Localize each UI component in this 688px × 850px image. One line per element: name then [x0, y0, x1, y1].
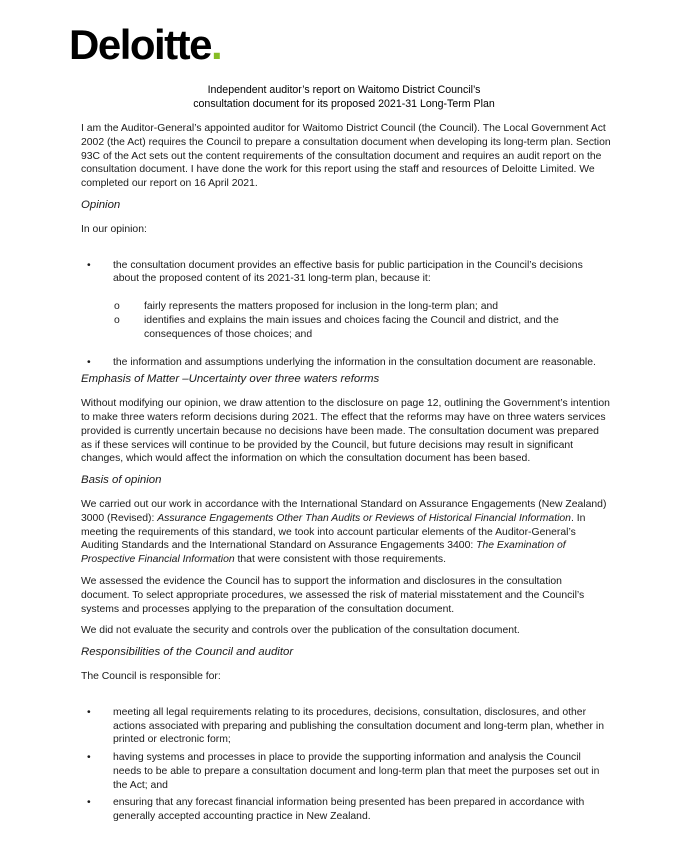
basis-text-a: We carried out our work in accordance with the International Standard on Assurance Engagements (New Zealand) 3000 (Revised):: [81, 498, 607, 524]
basis-heading: Basis of opinion: [81, 474, 162, 487]
opinion-sub-bullet-2-text: identifies and explains the main issues and choices facing the Council and district, and the consequences of those choices; and: [144, 314, 559, 340]
basis-text-c: . In meeting the requirements of this standard, we took into account particular elements of the Auditor-General’s Auditing Standards and the International Standard on Assurance Engagements 3400:: [81, 512, 586, 552]
logo-dot: .: [211, 21, 222, 68]
report-title-line-2: consultation document for its proposed 2021-31 Long-Term Plan: [193, 98, 495, 110]
emphasis-heading: Emphasis of Matter –Uncertainty over three waters reforms: [81, 373, 380, 386]
responsibility-bullet-2: [81, 751, 611, 792]
bullet-marker: •: [87, 706, 91, 718]
bullet-marker: •: [87, 356, 91, 368]
basis-paragraph-1: [81, 498, 611, 567]
bullet-marker: •: [87, 752, 91, 764]
sub-bullet-marker: o: [114, 301, 120, 313]
opinion-bullet-1: [81, 259, 611, 287]
deloitte-logo: [69, 21, 222, 68]
responsibility-bullet-1-text: meeting all legal requirements relating to its procedures, decisions, consultation, disclosures, and other actions associated with preparing and publishing the consultation document and long-term plan, whether in printed or electronic form;: [113, 706, 604, 746]
responsibility-bullet-3-text: ensuring that any forecast financial information being presented has been prepared in accordance with generally accepted accounting practice in New Zealand.: [113, 797, 585, 823]
opinion-heading: Opinion: [81, 198, 121, 211]
basis-standard-title-1: Assurance Engagements Other Than Audits or Reviews of Historical Financial Information: [157, 512, 571, 524]
logo-word: Deloitte: [69, 21, 212, 68]
opinion-lead: In our opinion:: [81, 223, 147, 235]
sub-bullet-marker: o: [114, 314, 120, 326]
responsibility-bullet-3: [81, 796, 611, 824]
basis-standard-title-2: The Examination of Prospective Financial Information: [81, 540, 566, 566]
emphasis-paragraph: Without modifying our opinion, we draw attention to the disclosure on page 12, outlining the Government’s intention to make three waters reform decisions during 2021. The effect that the reforms may have on three waters services provided is currently uncertain because no decisions have been made. The consultation document was prepared as if these services will continue to be provided by the Council, but future decisions may result in significant changes, which would affect the information on which the consultation document has been based.: [81, 398, 610, 465]
basis-paragraph-3: We did not evaluate the security and controls over the publication of the consultation document.: [81, 625, 520, 637]
opinion-bullet-2: [81, 356, 611, 370]
bullet-marker: •: [87, 259, 91, 271]
responsibility-bullet-2-text: having systems and processes in place to provide the supporting information and analysis the Council needs to be able to prepare a consultation document and long-term plan that meet the purposes set out in the Act; and: [113, 752, 600, 791]
opinion-bullet-1-text: the consultation document provides an effective basis for public participation in the Council’s decisions about the proposed content of its 2021-31 long-term plan, because it:: [113, 259, 583, 285]
opinion-sub-bullet-2: [81, 314, 611, 342]
opinion-sub-bullet-1-text: fairly represents the matters proposed for inclusion in the long-term plan; and: [144, 301, 499, 313]
basis-paragraph-2: We assessed the evidence the Council has to support the information and disclosures in the consultation document. To select appropriate procedures, we assessed the risk of material misstatement and the Council’s systems and processes applying to the preparation of the consultation document.: [81, 575, 585, 615]
report-title-line-1: Independent auditor’s report on Waitomo District Council’s: [207, 84, 481, 96]
opinion-bullet-2-text: the information and assumptions underlying the information in the consultation document are reasonable.: [113, 356, 596, 368]
report-title: [0, 83, 688, 111]
bullet-marker: •: [87, 797, 91, 809]
responsibilities-heading: Responsibilities of the Council and auditor: [81, 646, 294, 659]
basis-text-e: that were consistent with those requirements.: [234, 554, 447, 566]
opinion-sub-bullet-1: [81, 300, 611, 314]
responsibilities-lead: The Council is responsible for:: [81, 670, 221, 682]
report-body: [81, 122, 611, 828]
responsibility-bullet-1: [81, 706, 611, 747]
intro-paragraph: I am the Auditor-General’s appointed auditor for Waitomo District Council (the Council). The Local Government Act 2002 (the Act) requires the Council to prepare a consultation document when developing its long-term plan. Section 93C of the Act sets out the content requirements of the consultation document and requires an audit report on the consultation document. I have done the work for this report using the staff and resources of Deloitte Limited. We completed our report on 16 April 2021.: [81, 123, 611, 190]
